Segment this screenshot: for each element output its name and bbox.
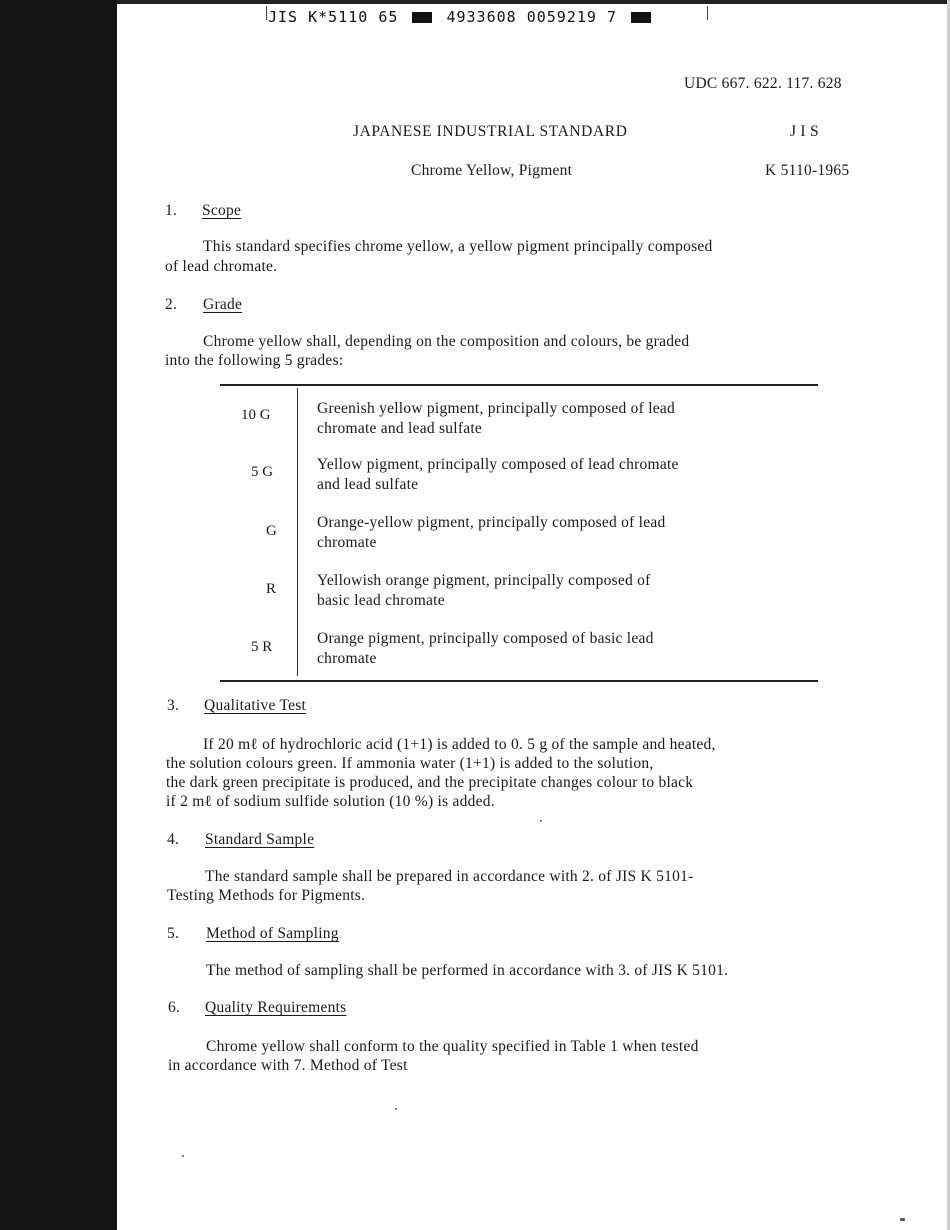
scan-speck	[540, 820, 542, 822]
scan-speck	[395, 1108, 397, 1110]
header-tick-right	[707, 6, 708, 20]
catalog-code-left: JIS K*5110 65	[268, 8, 399, 26]
grade-description-line: basic lead chromate	[317, 591, 445, 609]
scan-speck	[182, 1155, 184, 1157]
grade-description-line: Greenish yellow pigment, principally composed of lead	[317, 400, 676, 417]
section-2-line: into the following 5 grades:	[165, 352, 344, 369]
grade-description-line: Orange pigment, principally composed of basic lead	[317, 630, 654, 647]
section-6-heading: Quality Requirements	[205, 999, 347, 1016]
standard-title: JAPANESE INDUSTRIAL STANDARD	[353, 123, 628, 140]
black-block-mark	[631, 12, 651, 23]
grade-description	[317, 513, 665, 552]
catalog-code-line	[268, 8, 655, 26]
header-tick-left	[266, 6, 267, 20]
grade-code: G	[266, 523, 277, 539]
section-3-line: if 2 mℓ of sodium sulfide solution (10 %) is added.	[166, 793, 495, 810]
section-2-heading: Grade	[203, 296, 243, 313]
grade-description	[317, 455, 679, 494]
section-6-line: Chrome yellow shall conform to the quality specified in Table 1 when tested	[206, 1038, 699, 1055]
grade-table	[220, 384, 818, 682]
section-1-line: This standard specifies chrome yellow, a yellow pigment principally composed	[203, 238, 713, 255]
document-number: K 5110-1965	[765, 162, 850, 179]
grade-description	[317, 571, 651, 610]
section-5-heading: Method of Sampling	[206, 925, 339, 942]
section-3-number: 3.	[167, 697, 180, 714]
black-block-mark	[412, 12, 432, 23]
section-1-line: of lead chromate.	[165, 258, 278, 275]
section-4-line: Testing Methods for Pigments.	[167, 887, 366, 904]
grade-description-line: Yellowish orange pigment, principally composed of	[317, 572, 651, 589]
section-1-number: 1.	[165, 202, 178, 219]
grade-description-line: chromate	[317, 649, 377, 667]
section-3-heading: Qualitative Test	[204, 697, 307, 714]
section-2-number: 2.	[165, 296, 178, 313]
catalog-code-mid: 4933608 0059219 7	[446, 8, 617, 26]
section-3-line: If 20 mℓ of hydrochloric acid (1+1) is added to 0. 5 g of the sample and heated,	[203, 736, 716, 753]
grade-description	[317, 629, 654, 668]
section-5-line: The method of sampling shall be performed in accordance with 3. of JIS K 5101.	[206, 962, 729, 979]
section-6-line: in accordance with 7. Method of Test	[168, 1057, 408, 1074]
grade-code: 5 G	[251, 464, 274, 480]
section-4-number: 4.	[167, 831, 180, 848]
grade-table-divider	[297, 388, 298, 676]
udc-code: UDC 667. 622. 117. 628	[684, 75, 842, 92]
grade-code: 10 G	[241, 407, 271, 423]
section-1-heading: Scope	[202, 202, 242, 219]
grade-description-line: chromate	[317, 533, 377, 551]
section-4-line: The standard sample shall be prepared in accordance with 2. of JIS K 5101-	[205, 868, 694, 885]
grade-description-line: and lead sulfate	[317, 475, 419, 493]
grade-code: 5 R	[251, 639, 273, 655]
grade-code: R	[266, 581, 277, 597]
section-3-line: the solution colours green. If ammonia water (1+1) is added to the solution,	[166, 755, 654, 772]
grade-description-line: Yellow pigment, principally composed of lead chromate	[317, 456, 679, 473]
jis-mark: J I S	[790, 123, 819, 140]
section-4-heading: Standard Sample	[205, 831, 315, 848]
grade-description-line: Orange-yellow pigment, principally composed of lead	[317, 514, 666, 531]
grade-description-line: chromate and lead sulfate	[317, 419, 483, 437]
section-2-line: Chrome yellow shall, depending on the composition and colours, be graded	[203, 333, 690, 350]
scan-dark-margin	[0, 0, 117, 1230]
scan-speck	[900, 1218, 905, 1221]
section-3-line: the dark green precipitate is produced, and the precipitate changes colour to black	[166, 774, 694, 791]
section-5-number: 5.	[167, 925, 180, 942]
grade-description	[317, 399, 675, 438]
section-6-number: 6.	[168, 999, 181, 1016]
scan-top-edge	[117, 0, 950, 4]
document-title: Chrome Yellow, Pigment	[411, 162, 573, 179]
